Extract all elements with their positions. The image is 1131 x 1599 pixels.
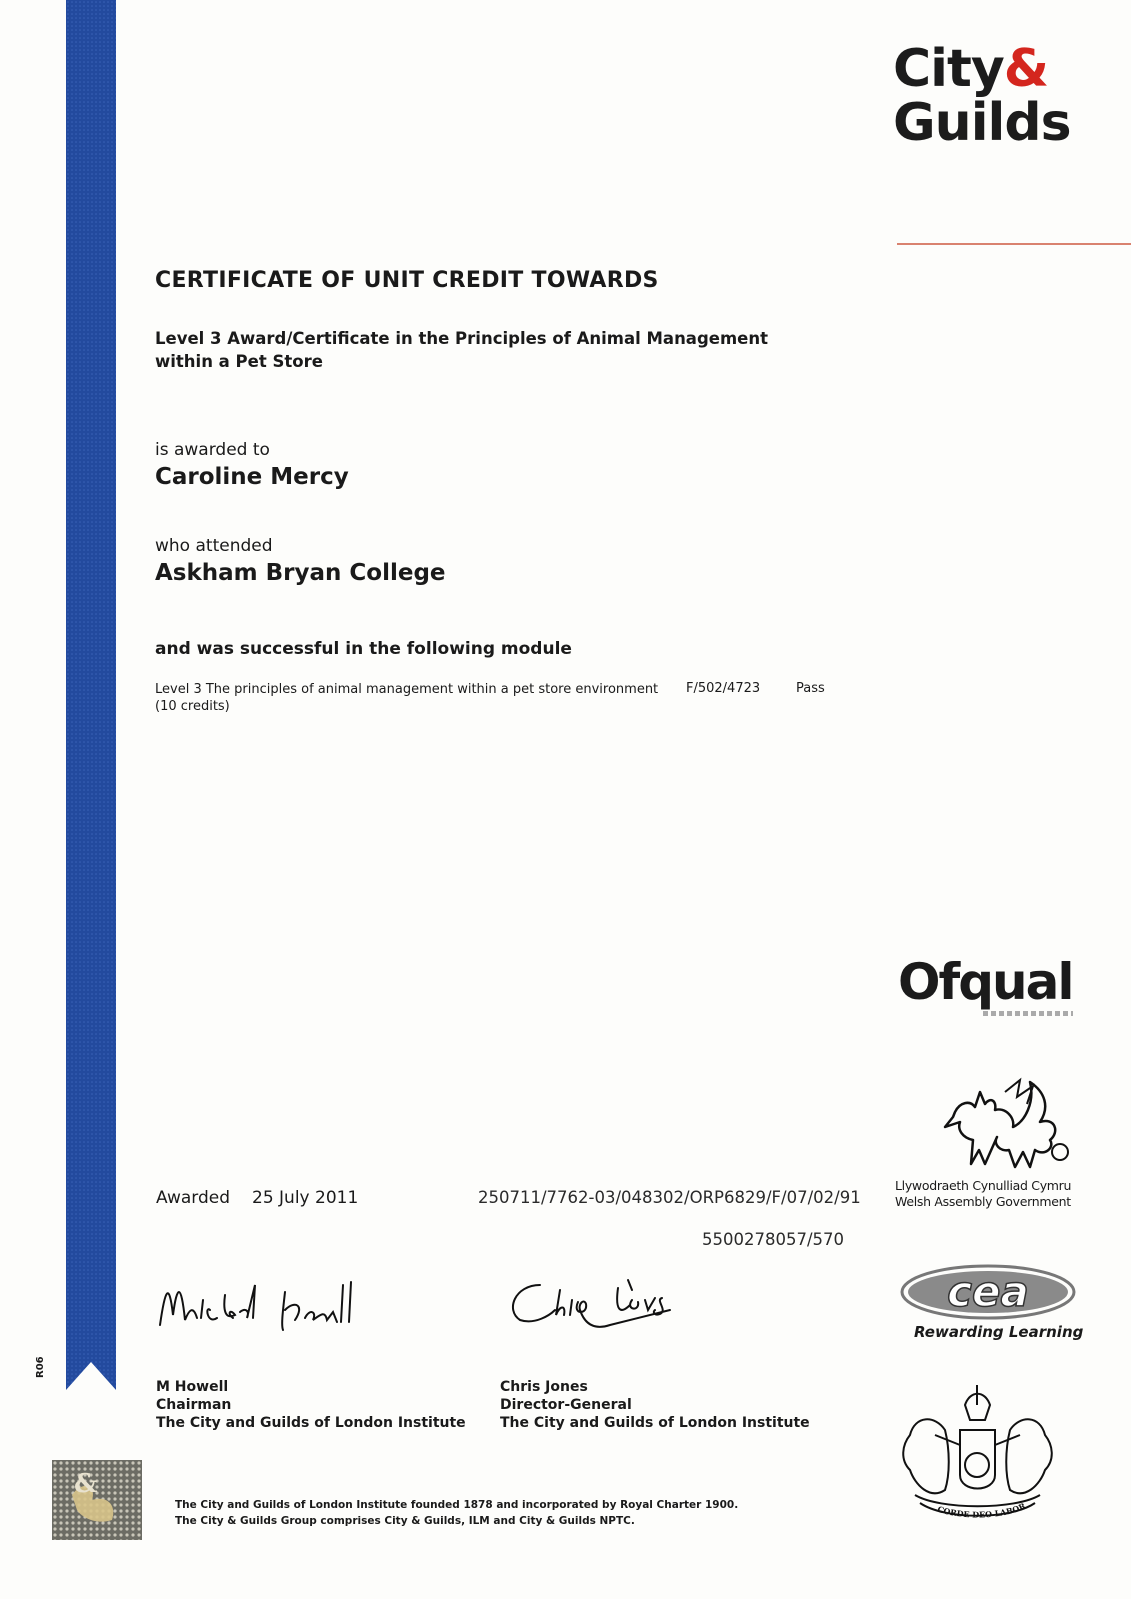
footer-text — [175, 1497, 738, 1529]
signature-howell — [155, 1270, 405, 1344]
logo-city: City — [893, 39, 1004, 99]
hologram-seal — [52, 1460, 142, 1544]
footer-line-2: The City & Guilds Group comprises City & Guilds, ILM and City & Guilds NPTC. — [175, 1515, 635, 1527]
svg-text:&: & — [74, 1469, 98, 1499]
certificate-title: CERTIFICATE OF UNIT CREDIT TOWARDS — [155, 268, 659, 293]
signatory-org: The City and Guilds of London Institute — [156, 1415, 466, 1431]
module-description: Level 3 The principles of animal management within a pet store environment (10 credits) — [155, 682, 659, 714]
module-intro: and was successful in the following module — [155, 639, 572, 659]
logo-ampersand: & — [1003, 39, 1049, 99]
recipient-name: Caroline Mercy — [155, 464, 349, 490]
welsh-line-1: Llywodraeth Cynulliad Cymru — [895, 1178, 1072, 1193]
signatory-name: M Howell — [156, 1379, 229, 1395]
signature-jones — [500, 1270, 720, 1344]
signatory-jones — [500, 1378, 810, 1432]
coat-of-arms-crest — [890, 1375, 1065, 1529]
cea-tagline: Rewarding Learning — [914, 1323, 1084, 1341]
header-rule — [897, 243, 1131, 245]
module-result: Pass — [796, 681, 825, 696]
crest-motto: CORDE DEO LABOR — [936, 1500, 1028, 1520]
cea-wordmark: cea — [947, 1267, 1029, 1316]
ofqual-logo — [898, 955, 1073, 1016]
qualification-name: Level 3 Award/Certificate in the Principles of Animal Management within a Pet Store — [155, 329, 768, 371]
signatory-role: Director-General — [500, 1397, 632, 1413]
awarded-label: Awarded — [156, 1188, 230, 1208]
centre-name: Askham Bryan College — [155, 560, 446, 586]
certificate-number: 5500278057/570 — [702, 1230, 845, 1249]
signatory-role: Chairman — [156, 1397, 232, 1413]
reference-number: 250711/7762-03/048302/ORP6829/F/07/02/91 — [478, 1188, 861, 1207]
signatory-org: The City and Guilds of London Institute — [500, 1415, 810, 1431]
ofqual-wordmark: Ofqual — [898, 953, 1073, 1011]
welsh-assembly-text — [895, 1178, 1071, 1210]
awarded-to-label: is awarded to — [155, 440, 270, 460]
cea-logo — [898, 1262, 1078, 1326]
ofqual-underline — [983, 1011, 1073, 1016]
module-code: F/502/4723 — [686, 681, 761, 696]
award-date: 25 July 2011 — [252, 1188, 359, 1208]
welsh-line-2: Welsh Assembly Government — [895, 1194, 1071, 1209]
side-code: R06 — [35, 1356, 46, 1378]
footer-line-1: The City and Guilds of London Institute founded 1878 and incorporated by Royal Charter 1900. — [175, 1499, 739, 1511]
blue-ribbon — [66, 0, 116, 1390]
city-guilds-logo — [893, 39, 1093, 162]
signatory-howell — [156, 1378, 466, 1432]
attended-label: who attended — [155, 536, 273, 556]
logo-guilds: Guilds — [893, 93, 1071, 153]
signatory-name: Chris Jones — [500, 1379, 588, 1395]
welsh-dragon-icon — [935, 1072, 1070, 1176]
